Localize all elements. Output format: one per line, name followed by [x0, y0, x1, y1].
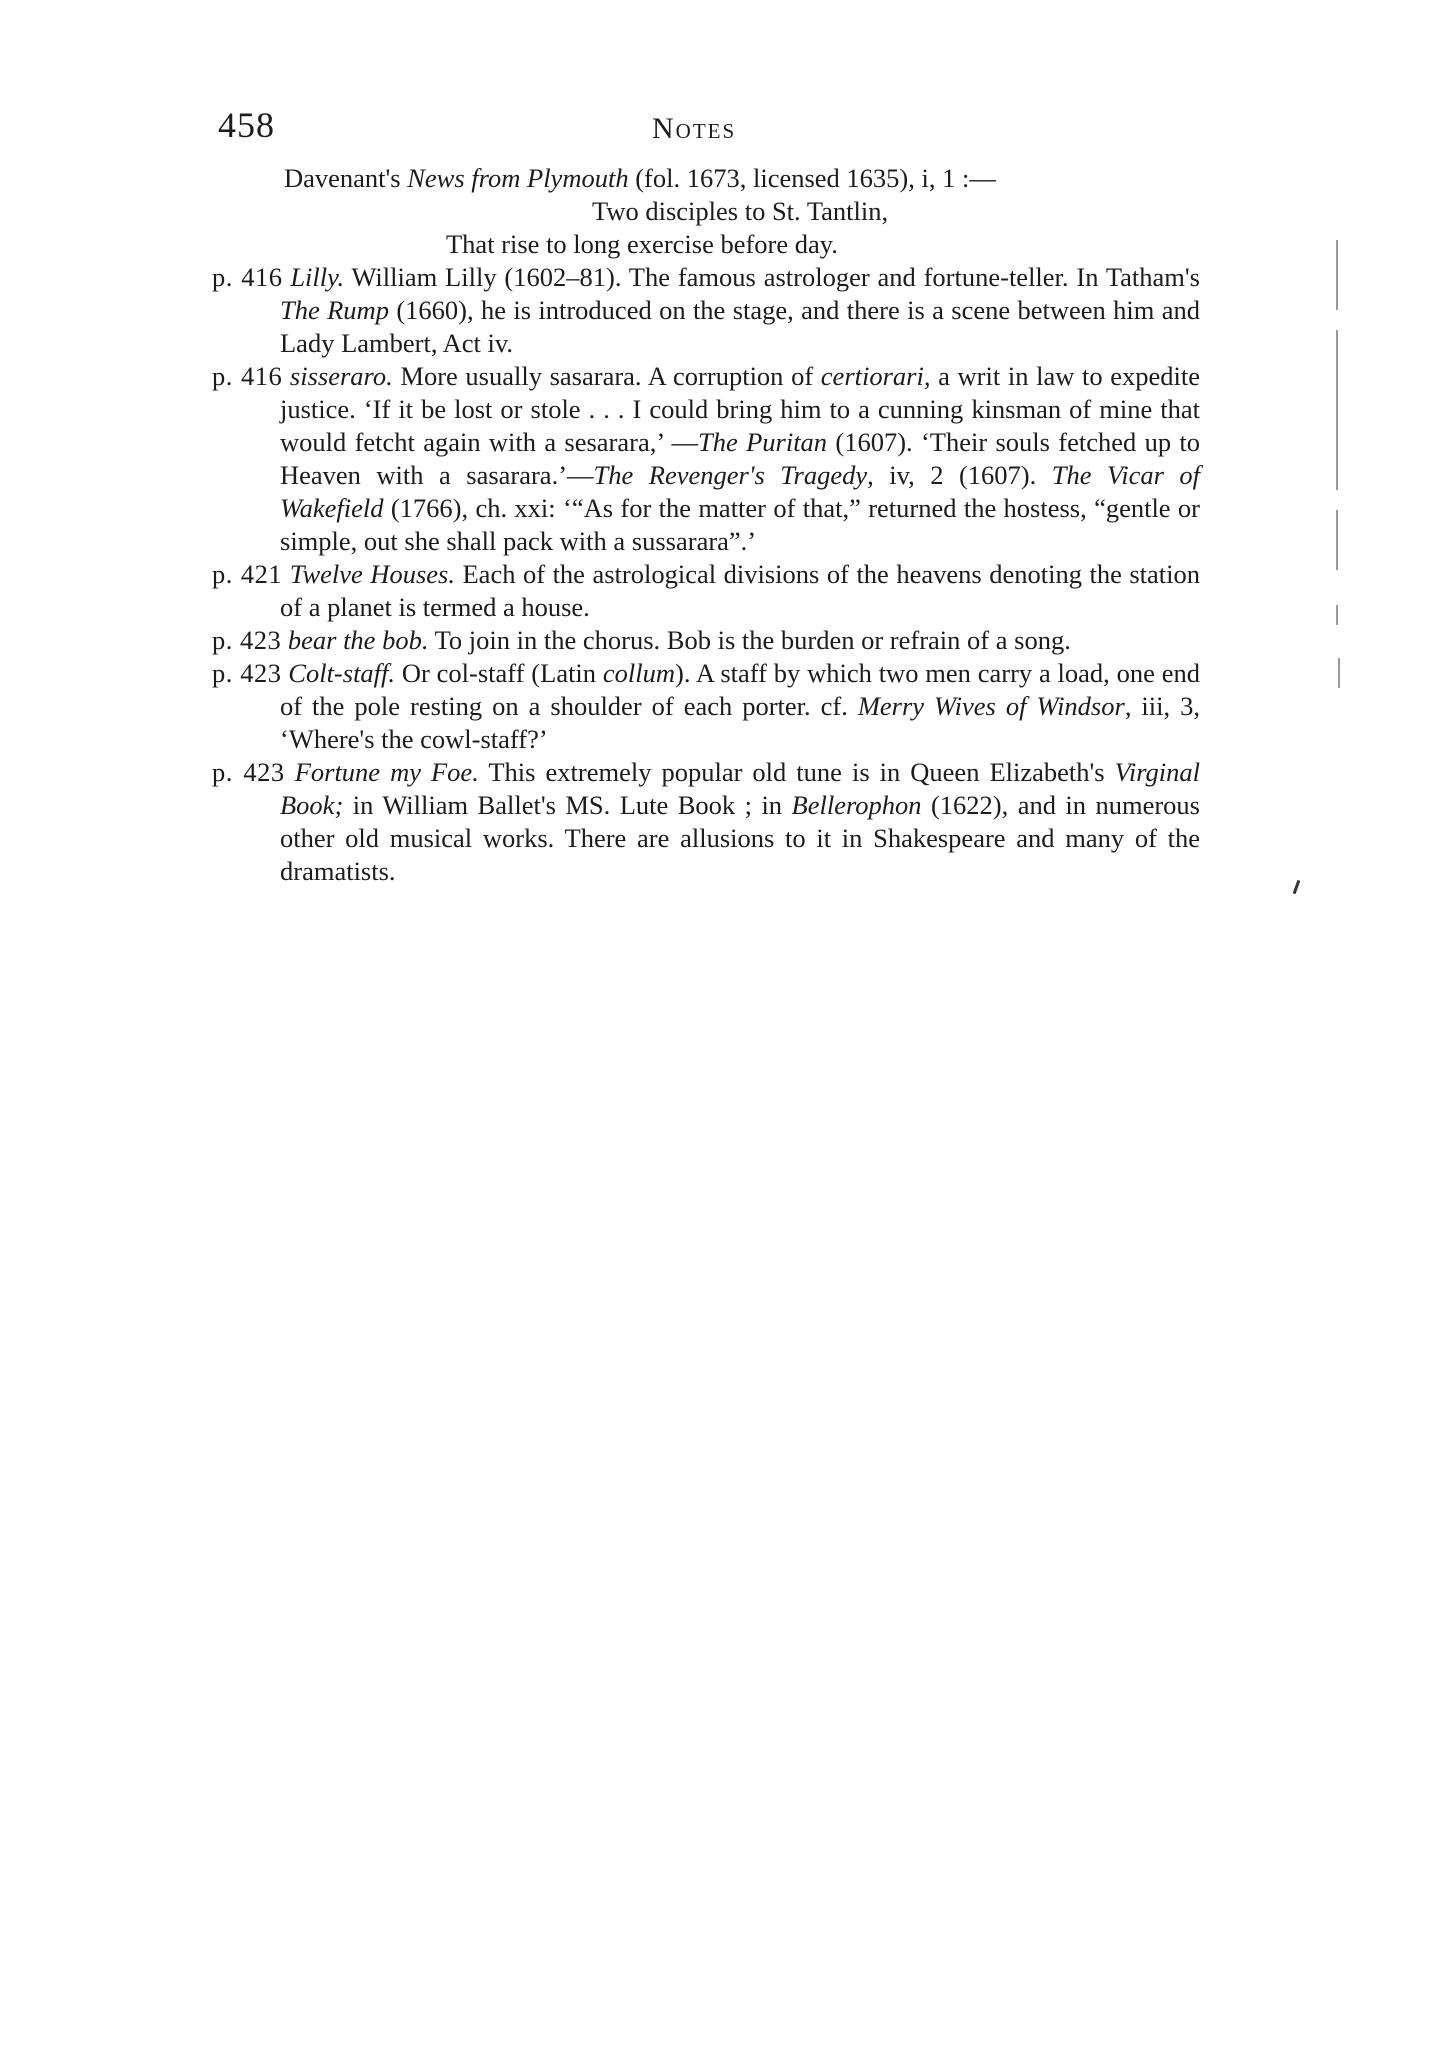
note-italic: certiorari, [820, 361, 931, 391]
note-text: Or col-staff (Latin [395, 658, 603, 688]
intro-citation [212, 162, 1200, 195]
running-title: Notes [652, 112, 737, 145]
note-term: Colt-staff. [288, 658, 396, 688]
note-entry [212, 261, 1200, 360]
note-text: (1607). ‘Their souls fetched up to Heaven with a sasarara.’— [280, 427, 1200, 490]
note-text: in William Ballet's MS. Lute Book ; in [343, 790, 792, 820]
note-italic: The Rump [280, 295, 389, 325]
scan-artifact-line [1336, 605, 1338, 625]
page-number: 458 [218, 105, 275, 145]
note-text: Each of the astrological divisions of the heavens denoting the station of a planet is termed a house. [280, 559, 1201, 622]
note-page-ref: p. 416 [212, 361, 283, 391]
note-text: (1660), he is introduced on the stage, and there is a scene between him and Lady Lambert, Act iv. [280, 295, 1200, 358]
note-entry [212, 657, 1200, 756]
note-page-ref: p. 423 [212, 658, 282, 688]
note-italic: The Puritan [698, 427, 828, 457]
note-term: Lilly. [290, 262, 345, 292]
scan-artifact-line [1338, 658, 1340, 688]
note-term: bear the bob. [287, 625, 429, 655]
intro-text: (fol. 1673, licensed 1635), i, 1 :— [628, 163, 996, 193]
scan-artifact-line [1336, 240, 1338, 310]
note-text: (1766), ch. xxi: ‘“As for the matter of that,” returned the hostess, “gentle or simple, out she shall pack with a sussarara”.’ [280, 493, 1200, 556]
note-text: ). A staff by which two men carry a load, one end of the pole resting on a shoulder of each porter. cf. [280, 658, 1200, 721]
scan-artifact-line [1336, 510, 1338, 570]
note-entry [212, 558, 1200, 624]
note-italic: Merry Wives of Windsor [857, 691, 1125, 721]
note-text: More usually sasarara. A corruption of [392, 361, 821, 391]
note-italic: The Vicar of Wakefield [280, 460, 1200, 523]
note-text: a writ in law to expedite justice. ‘If it be lost or stole . . . I could bring him to a cunning kinsman of mine that would fetcht again with a sesarara,’ — [280, 361, 1201, 457]
page-header [0, 104, 1446, 154]
note-entry [212, 360, 1200, 558]
note-text: , iii, 3, ‘Where's the cowl-staff?’ [280, 691, 1200, 754]
note-text: This extremely popular old tune is in Queen Elizabeth's [478, 757, 1115, 787]
note-italic: collum [602, 658, 676, 688]
intro-text: Davenant's [284, 163, 408, 193]
scan-artifact-line [1293, 880, 1301, 894]
note-text: , iv, 2 (1607). [867, 460, 1052, 490]
note-page-ref: p. 423 [212, 625, 282, 655]
verse-line: That rise to long exercise before day. [446, 229, 838, 259]
note-italic: The Revenger's Tragedy [593, 460, 868, 490]
note-entry [212, 624, 1200, 657]
note-term: sisseraro. [289, 361, 393, 391]
note-entry [212, 756, 1200, 888]
verse-line: Two disciples to St. Tantlin, [592, 196, 889, 226]
scan-artifact-line [1336, 330, 1338, 490]
note-italic: Bellerophon [791, 790, 922, 820]
note-page-ref: p. 423 [212, 757, 285, 787]
note-text: (1622), and in numerous other old musical works. There are allusions to it in Shakespeare and many of the dramatists. [280, 790, 1200, 886]
note-term: Twelve Houses. [289, 559, 455, 589]
note-term: Fortune my Foe. [294, 757, 479, 787]
notes-body [212, 162, 1200, 888]
note-italic: Virginal Book; [280, 757, 1201, 820]
note-page-ref: p. 416 [212, 262, 283, 292]
note-text: William Lilly (1602–81). The famous astrologer and fortune-teller. In Tatham's [344, 262, 1200, 292]
note-text: To join in the chorus. Bob is the burden or refrain of a song. [428, 625, 1071, 655]
intro-work-title: News from Plymouth [407, 163, 629, 193]
note-page-ref: p. 421 [212, 559, 283, 589]
